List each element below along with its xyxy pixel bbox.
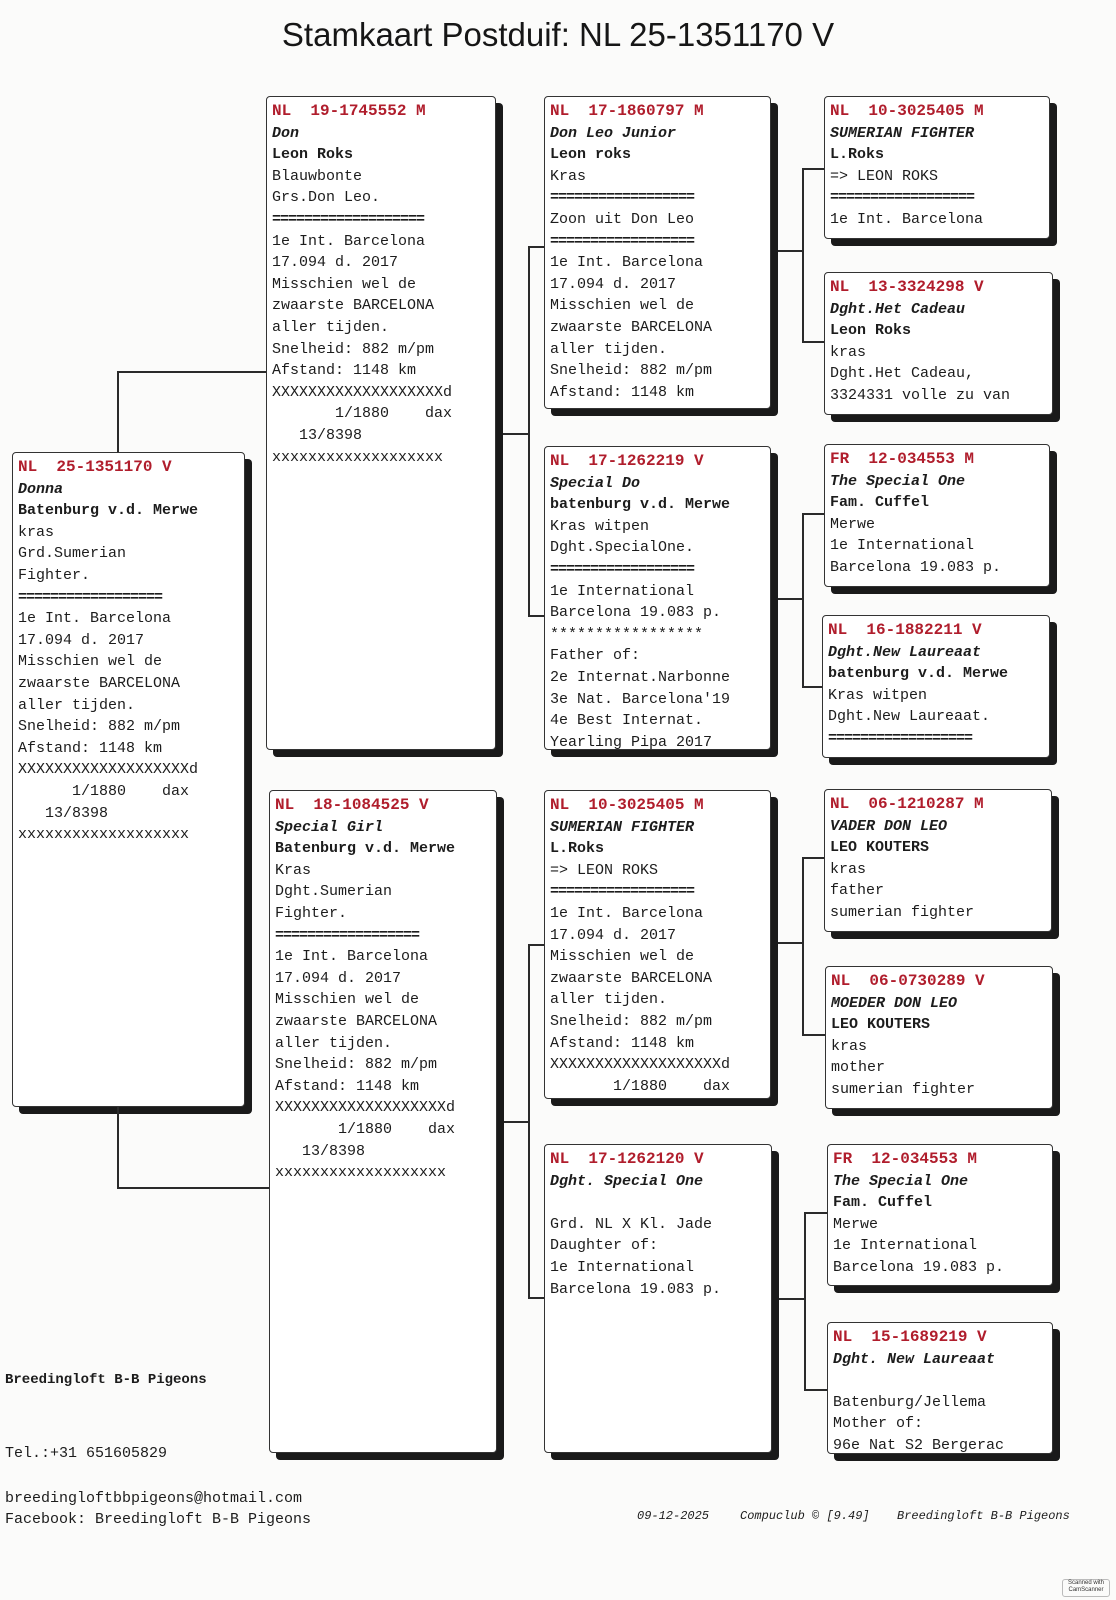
footer-owner: Breedingloft B-B Pigeons <box>897 1509 1070 1523</box>
connector-subject-father-h <box>117 371 266 373</box>
info-line: aller tijden. <box>550 991 668 1009</box>
info-line: zwaarste BARCELONA <box>275 1012 438 1030</box>
info-line: Afstand: 1148 km <box>272 362 417 380</box>
breeder-name: batenburg v.d. Merwe <box>828 665 1009 683</box>
info-line: Barcelona 19.083 p. <box>550 1280 722 1298</box>
breeder-name: Fam. Cuffel <box>833 1194 933 1212</box>
info-line: => LEON ROKS <box>830 167 939 185</box>
card-mmf <box>827 1144 1053 1286</box>
pigeon-name: Dght.Het Cadeau <box>830 300 966 318</box>
ring-number: FR 12-034553 M <box>833 1150 978 1168</box>
info-line: Misschien wel de <box>550 948 695 966</box>
connector-mother-to-mm <box>528 1297 544 1299</box>
connector-mm-out <box>779 1298 805 1300</box>
connector-fm-out <box>778 598 803 600</box>
info-line: 3e Nat. Barcelona'19 <box>550 690 731 708</box>
connector-mm-to-mmf <box>804 1212 827 1214</box>
info-line: Snelheid: 882 m/pm <box>18 718 181 736</box>
breeder-name: Leon roks <box>550 146 632 164</box>
info-line: Dght.Sumerian <box>275 883 393 901</box>
connector-father-out <box>503 433 529 435</box>
connector-ff-to-ffm <box>802 341 824 343</box>
info-line: Afstand: 1148 km <box>275 1077 420 1095</box>
info-line: Barcelona 19.083 p. <box>830 558 1002 576</box>
pigeon-name: Don <box>272 124 300 142</box>
info-line: Misschien wel de <box>275 991 420 1009</box>
info-line: zwaarste BARCELONA <box>18 674 181 692</box>
pigeon-name: VADER DON LEO <box>830 817 948 835</box>
pigeon-name: Don Leo Junior <box>550 124 677 142</box>
info-line <box>833 1370 1047 1392</box>
pigeon-name: Special Girl <box>275 818 384 836</box>
info-line: 1e International <box>550 1258 695 1276</box>
breeder-name: LEO KOUTERS <box>830 839 930 857</box>
info-line: 1/1880 dax <box>550 1077 731 1095</box>
info-line: 17.094 d. 2017 <box>550 275 677 293</box>
info-line: aller tijden. <box>18 696 136 714</box>
connector-subject-father-v <box>117 371 119 452</box>
info-line: 17.094 d. 2017 <box>272 254 399 272</box>
info-line: 1e Int. Barcelona <box>550 254 704 272</box>
ring-number: NL 19-1745552 M <box>272 102 426 120</box>
info-line: kras <box>830 343 867 361</box>
info-line: Dght.New Laureaat. <box>828 708 991 726</box>
pigeon-name: Dght. Special One <box>550 1172 704 1190</box>
info-line: 1e Int. Barcelona <box>18 610 172 628</box>
info-line: mother <box>831 1059 886 1077</box>
breeder-tel: Tel.:+31 651605829 <box>5 1445 168 1462</box>
breeder-name: Fam. Cuffel <box>830 494 930 512</box>
breeder-name: L.Roks <box>830 146 885 164</box>
info-line: Grd. NL X Kl. Jade <box>550 1215 713 1233</box>
info-line: Merwe <box>830 515 876 533</box>
ring-number: NL 17-1262120 V <box>550 1150 704 1168</box>
ring-number: NL 06-0730289 V <box>831 972 985 990</box>
pigeon-name: Dght. New Laureaat <box>833 1350 996 1368</box>
breeder-name: L.Roks <box>550 840 605 858</box>
info-line: Afstand: 1148 km <box>550 1034 695 1052</box>
separator: ================== <box>550 883 695 901</box>
info-line: 3324331 volle zu van <box>830 386 1011 404</box>
connector-subject-mother-v <box>117 1107 119 1188</box>
info-line: xxxxxxxxxxxxxxxxxxx <box>272 448 444 466</box>
ring-number: FR 12-034553 M <box>830 450 975 468</box>
footer-date: 09-12-2025 <box>637 1509 710 1523</box>
info-line: Fighter. <box>18 566 91 584</box>
info-line: zwaarste BARCELONA <box>550 969 713 987</box>
separator: ================== <box>830 189 975 207</box>
connector-subject-mother-h <box>117 1187 269 1189</box>
info-line: kras <box>831 1037 868 1055</box>
card-fmm <box>822 615 1050 758</box>
breeder-facebook[interactable]: Facebook: Breedingloft B-B Pigeons <box>5 1511 312 1528</box>
connector-mf-out <box>778 942 803 944</box>
info-line: Misschien wel de <box>550 297 695 315</box>
info-line: Yearling Pipa 2017 <box>550 733 713 750</box>
info-line: father <box>830 882 885 900</box>
info-line: XXXXXXXXXXXXXXXXXXXd <box>18 761 199 779</box>
info-line: Batenburg/Jellema <box>833 1393 987 1411</box>
connector-father-to-fm <box>528 615 544 617</box>
ring-number: NL 06-1210287 M <box>830 795 984 813</box>
info-line: xxxxxxxxxxxxxxxxxxx <box>18 826 190 844</box>
pigeon-name: SUMERIAN FIGHTER <box>830 124 975 142</box>
ring-number: NL 25-1351170 V <box>18 458 172 476</box>
info-line: Kras <box>550 167 587 185</box>
connector-mf-bracket <box>802 857 804 1035</box>
card-mother-father <box>544 790 771 1099</box>
info-line: 1/1880 dax <box>18 782 190 800</box>
info-line: Snelheid: 882 m/pm <box>275 1056 438 1074</box>
info-line: Kras witpen <box>828 686 928 704</box>
ring-number: NL 18-1084525 V <box>275 796 429 814</box>
breeder-name: Leon Roks <box>830 322 912 340</box>
connector-ff-out <box>778 250 803 252</box>
info-line: XXXXXXXXXXXXXXXXXXXd <box>272 383 453 401</box>
pigeon-name: SUMERIAN FIGHTER <box>550 818 695 836</box>
info-line: Kras <box>275 861 312 879</box>
breeder-name: batenburg v.d. Merwe <box>550 496 731 514</box>
info-line: Fighter. <box>275 904 348 922</box>
info-line: 1/1880 dax <box>275 1120 456 1138</box>
connector-fm-bracket <box>802 513 804 687</box>
connector-ff-to-fff <box>802 168 824 170</box>
info-line: Kras witpen <box>550 517 650 535</box>
info-line <box>550 1192 766 1214</box>
info-line: 13/8398 <box>18 804 109 822</box>
card-father-father <box>544 96 771 409</box>
info-line: Zoon uit Don Leo <box>550 210 695 228</box>
info-line: Afstand: 1148 km <box>550 383 695 401</box>
page-title: Stamkaart Postduif: NL 25-1351170 V <box>281 16 835 53</box>
info-line: xxxxxxxxxxxxxxxxxxx <box>275 1164 447 1182</box>
info-line: Mother of: <box>833 1415 924 1433</box>
card-mmm <box>827 1322 1053 1454</box>
connector-father-bracket <box>528 246 530 616</box>
info-line: Barcelona 19.083 p. <box>550 604 722 622</box>
info-line: aller tijden. <box>272 318 390 336</box>
info-line: 1/1880 dax <box>272 405 453 423</box>
info-line: sumerian fighter <box>831 1080 976 1098</box>
connector-ff-bracket <box>802 168 804 342</box>
info-line: 1e Int. Barcelona <box>550 904 704 922</box>
separator: =================== <box>272 210 425 228</box>
pigeon-name: The Special One <box>833 1172 969 1190</box>
scanner-badge: Scanned with CamScanner <box>1062 1579 1110 1597</box>
connector-mother-bracket <box>528 944 530 1298</box>
info-line: 13/8398 <box>275 1142 366 1160</box>
info-line: 1e International <box>830 537 975 555</box>
info-line: kras <box>18 523 55 541</box>
info-line: 1e Int. Barcelona <box>830 210 984 228</box>
connector-mf-to-mfm <box>802 1034 825 1036</box>
info-line: Dght.Het Cadeau, <box>830 365 975 383</box>
card-subject <box>12 452 245 1107</box>
pigeon-name: MOEDER DON LEO <box>831 994 958 1012</box>
info-line: Father of: <box>550 647 641 665</box>
breeder-name: Breedingloft B-B Pigeons <box>5 1372 207 1388</box>
separator: ================== <box>550 232 695 250</box>
ring-number: NL 16-1882211 V <box>828 621 982 639</box>
info-line: aller tijden. <box>275 1034 393 1052</box>
info-line: zwaarste BARCELONA <box>272 297 435 315</box>
card-mother <box>269 790 497 1453</box>
info-line: XXXXXXXXXXXXXXXXXXXd <box>550 1056 731 1074</box>
info-line: Dght.SpecialOne. <box>550 539 695 557</box>
info-line: 1e International <box>550 582 695 600</box>
info-line: 2e Internat.Narbonne <box>550 668 731 686</box>
card-fmf <box>824 444 1050 587</box>
info-line: Merwe <box>833 1215 879 1233</box>
info-line: Blauwbonte <box>272 167 363 185</box>
card-mff <box>824 789 1052 932</box>
pigeon-name: Dght.New Laureaat <box>828 643 982 661</box>
connector-mm-to-mmm <box>804 1389 827 1391</box>
info-line: => LEON ROKS <box>550 861 659 879</box>
info-line: Grs.Don Leo. <box>272 189 381 207</box>
pigeon-name: Special Do <box>550 474 641 492</box>
info-line: zwaarste BARCELONA <box>550 318 713 336</box>
card-mother-mother <box>544 1144 772 1453</box>
connector-mf-to-mff <box>802 857 824 859</box>
ring-number: NL 10-3025405 M <box>830 102 984 120</box>
breeder-name: Batenburg v.d. Merwe <box>18 502 199 520</box>
info-line: Misschien wel de <box>272 275 417 293</box>
info-line: Afstand: 1148 km <box>18 739 163 757</box>
connector-mm-bracket <box>804 1212 806 1390</box>
info-line: 17.094 d. 2017 <box>275 969 402 987</box>
ring-number: NL 17-1262219 V <box>550 452 704 470</box>
info-line: 4e Best Internat. <box>550 712 704 730</box>
info-line: sumerian fighter <box>830 903 975 921</box>
info-line: 1e Int. Barcelona <box>272 232 426 250</box>
separator: ================== <box>18 588 163 606</box>
info-line: 17.094 d. 2017 <box>550 926 677 944</box>
ring-number: NL 13-3324298 V <box>830 278 984 296</box>
separator: ================== <box>550 189 695 207</box>
info-line: Snelheid: 882 m/pm <box>550 1012 713 1030</box>
breeder-email[interactable]: breedingloftbbpigeons@hotmail.com <box>5 1490 303 1507</box>
connector-father-to-ff <box>528 246 544 248</box>
info-line: aller tijden. <box>550 340 668 358</box>
connector-mother-out <box>504 1121 529 1123</box>
ring-number: NL 17-1860797 M <box>550 102 704 120</box>
info-line: 96e Nat S2 Bergerac <box>833 1436 1005 1454</box>
card-mfm <box>825 966 1053 1109</box>
ring-number: NL 10-3025405 M <box>550 796 704 814</box>
info-line: 13/8398 <box>272 426 363 444</box>
separator: ================== <box>828 729 973 747</box>
info-line: 1e Int. Barcelona <box>275 948 429 966</box>
pigeon-name: The Special One <box>830 472 966 490</box>
card-fff <box>824 96 1050 239</box>
card-father <box>266 96 496 750</box>
info-line: XXXXXXXXXXXXXXXXXXXd <box>275 1099 456 1117</box>
info-line: ***************** <box>550 625 704 643</box>
info-line: 1e International <box>833 1237 978 1255</box>
info-line: 17.094 d. 2017 <box>18 631 145 649</box>
info-line: Snelheid: 882 m/pm <box>550 362 713 380</box>
ring-number: NL 15-1689219 V <box>833 1328 987 1346</box>
breeder-name: LEO KOUTERS <box>831 1016 931 1034</box>
connector-fm-to-fmm <box>802 686 822 688</box>
card-father-mother <box>544 446 771 750</box>
connector-fm-to-fmf <box>802 513 824 515</box>
info-line: kras <box>830 860 867 878</box>
separator: ================== <box>275 926 420 944</box>
footer-software: Compuclub © [9.49] <box>740 1509 870 1523</box>
info-line: Misschien wel de <box>18 653 163 671</box>
pigeon-name: Donna <box>18 480 64 498</box>
connector-mother-to-mf <box>528 944 544 946</box>
info-line: Daughter of: <box>550 1237 659 1255</box>
breeder-name: Batenburg v.d. Merwe <box>275 840 456 858</box>
info-line: Barcelona 19.083 p. <box>833 1258 1005 1276</box>
separator: ================== <box>550 560 695 578</box>
breeder-name: Leon Roks <box>272 146 354 164</box>
info-line: Snelheid: 882 m/pm <box>272 340 435 358</box>
card-ffm <box>824 272 1053 415</box>
info-line: Grd.Sumerian <box>18 545 127 563</box>
